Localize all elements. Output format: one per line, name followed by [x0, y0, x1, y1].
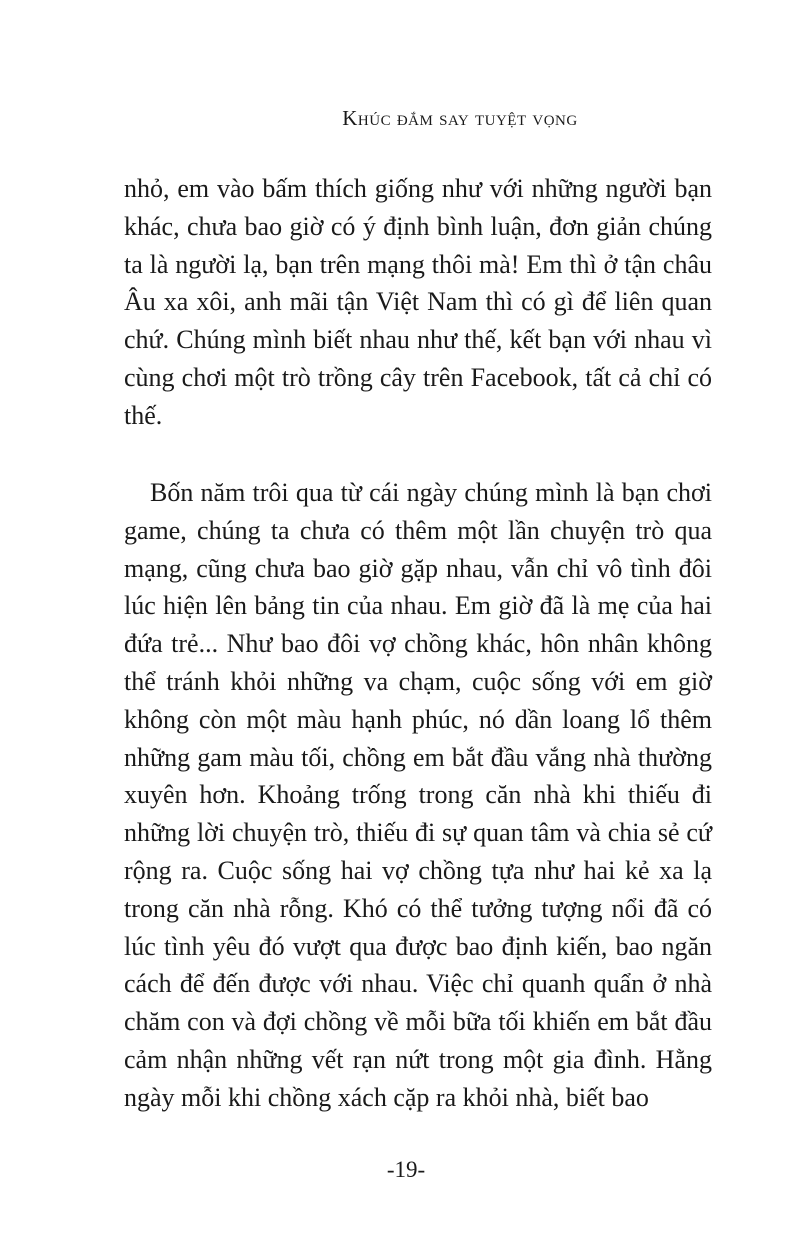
running-title: Khúc đắm say tuyệt vọng: [342, 106, 578, 130]
paragraph-text: nhỏ, em vào bấm thích giống như với những người bạn khác, chưa bao giờ có ý định bình luận, đơn giản chúng ta là người lạ, bạn trên mạng thôi mà! Em thì ở tận châu Âu xa xôi, anh mãi tận Việt Nam thì có gì để liên quan chứ. Chúng mình biết nhau như thế, kết bạn với nhau vì cùng chơi một trò trồng cây trên Facebook, tất cả chỉ có thế.: [124, 174, 712, 430]
paragraph-text: Bốn năm trôi qua từ cái ngày chúng mình là bạn chơi game, chúng ta chưa có thêm một lần chuyện trò qua mạng, cũng chưa bao giờ gặp nhau, vẫn chỉ vô tình đôi lúc hiện lên bảng tin của nhau. Em giờ đã là mẹ của hai đứa trẻ... Như bao đôi vợ chồng khác, hôn nhân không thể tránh khỏi những va chạm, cuộc sống với em giờ không còn một màu hạnh phúc, nó dần loang lổ thêm những gam màu tối, chồng em bắt đầu vắng nhà thường xuyên hơn. Khoảng trống trong căn nhà khi thiếu đi những lời chuyện trò, thiếu đi sự quan tâm và chia sẻ cứ rộng ra. Cuộc sống hai vợ chồng tựa như hai kẻ xa lạ trong căn nhà rỗng. Khó có thể tưởng tượng nổi đã có lúc tình yêu đó vượt qua được bao định kiến, bao ngăn cách để đến được với nhau. Việc chỉ quanh quẩn ở nhà chăm con và đợi chồng về mỗi bữa tối khiến em bắt đầu cảm nhận những vết rạn nứt trong một gia đình. Hằng ngày mỗi khi chồng xách cặp ra khỏi nhà, biết bao: [124, 478, 712, 1112]
paragraph-1: [124, 170, 712, 435]
running-head: [0, 106, 800, 131]
paragraph-2: [124, 474, 712, 1117]
page-number: -19-: [386, 1157, 426, 1182]
